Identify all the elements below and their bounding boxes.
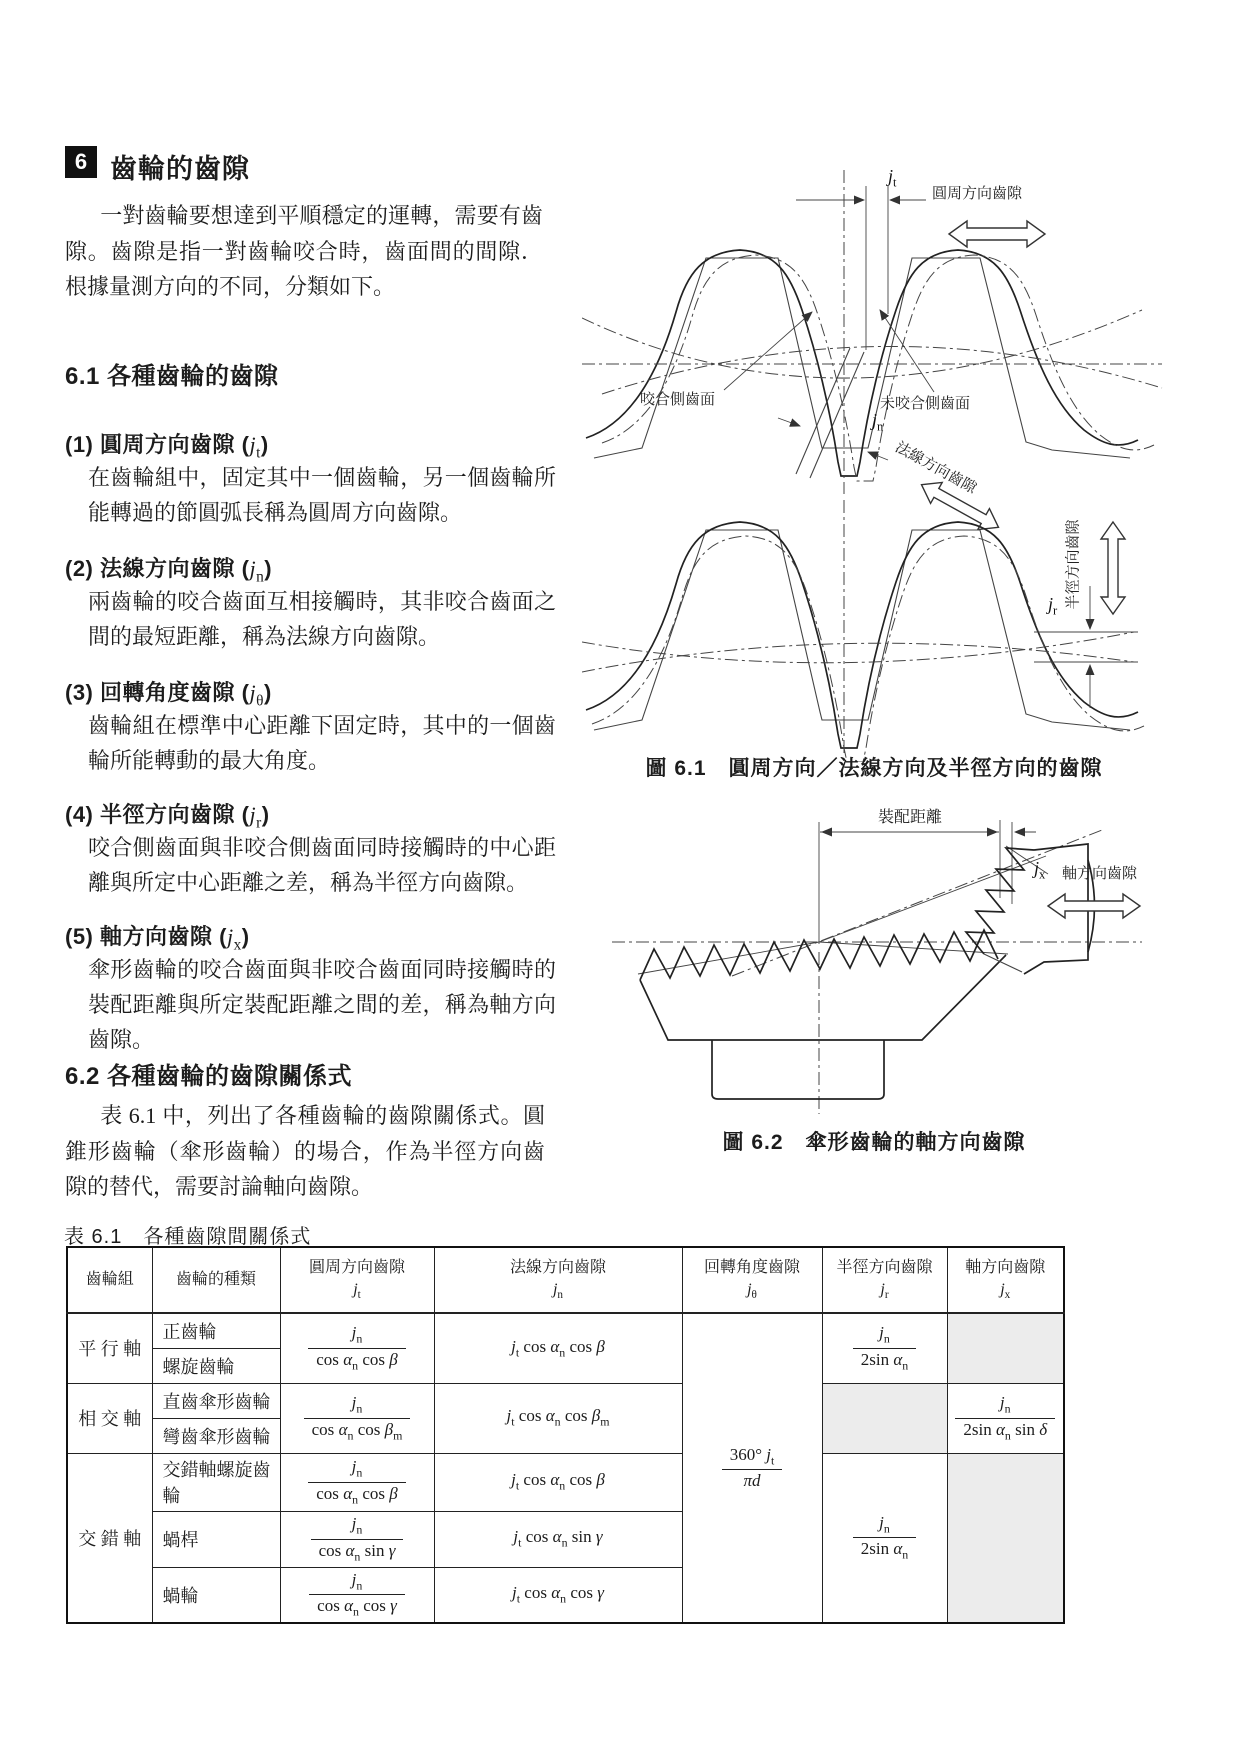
jx-symbol: $j_x$ <box>1034 858 1046 882</box>
formula-denominator: 2sin $\alpha_n$ <box>860 1539 909 1562</box>
unengaged-flank-label: 未咬合側齒面 <box>880 395 971 412</box>
type-helical-gear: 螺旋齒輪 <box>152 1348 280 1383</box>
jt-formula-intersecting <box>280 1383 434 1453</box>
group-parallel-axes: 平 行 軸 <box>67 1313 152 1383</box>
jr-symbol: $j_r$ <box>1048 594 1058 618</box>
bevel-gear-diagram <box>582 802 1166 1124</box>
jx-cell-crossed-empty <box>947 1453 1064 1623</box>
table-6-1-caption: 表 6.1 各種齒隙間關係式 <box>64 1226 312 1248</box>
jn-formula-crossed-helical: $j_t$ $\cos \alpha_n$ cos β <box>434 1453 682 1511</box>
item-2-heading: (2) 法線方向齒隙 $(j_n)$ <box>65 556 273 586</box>
col-header-jtheta-text: 回轉角度齒隙 <box>703 1259 800 1277</box>
jx-cell-parallel-empty <box>947 1313 1064 1383</box>
col-header-jt-text: 圓周方向齒隙 <box>308 1259 405 1277</box>
type-worm-wheel: 蝸輪 <box>152 1567 280 1623</box>
formula-numerator: $j_n$ <box>853 1323 916 1348</box>
formula-numerator: $j_n$ <box>308 1457 405 1482</box>
heading-6-2: 6.2 各種齒輪的齒隙關係式 <box>65 1063 353 1090</box>
jx-formula-intersecting <box>947 1383 1064 1453</box>
item-4-heading: (4) 半徑方向齒隙 $(j_r)$ <box>65 802 270 832</box>
type-spiral-bevel-gear: 彎齒傘形齒輪 <box>152 1418 280 1453</box>
type-worm: 蝸桿 <box>152 1511 280 1567</box>
axial-backlash-label: 軸方向齒隙 <box>1062 865 1138 882</box>
figure-6-2 <box>582 802 1166 1124</box>
formula-denominator: 2sin $\alpha_n$ sin δ <box>963 1419 1048 1442</box>
jtheta-formula <box>682 1313 822 1623</box>
col-header-jn <box>434 1247 682 1313</box>
jt-formula-crossed-helical <box>280 1453 434 1511</box>
item-3-body: 齒輪組在標準中心距離下固定時，其中的一個齒輪所能轉動的最大角度。 <box>88 713 556 774</box>
formula-denominator: $\cos \alpha_n$ cos β <box>316 1483 398 1506</box>
heading-6-1: 6.1 各種齒輪的齒隙 <box>65 363 279 390</box>
jn-formula-parallel: $j_t$ $\cos \alpha_n$ cos β <box>434 1313 682 1383</box>
formula-denominator: $\cos \alpha_n$ cos β <box>316 1349 398 1373</box>
col-header-gear-group: 齒輪組 <box>67 1247 152 1313</box>
jt-symbol: $j_t$ <box>888 166 897 190</box>
jr-cell-intersecting-empty <box>822 1383 947 1453</box>
formula-numerator: $j_n$ <box>853 1513 916 1538</box>
type-spur-gear: 正齒輪 <box>152 1313 280 1348</box>
col-header-jx-text: 軸方向齒隙 <box>965 1259 1046 1277</box>
col-header-jr-text: 半徑方向齒隙 <box>836 1259 933 1277</box>
formula-denominator: $\cos \alpha_n$ sin γ <box>318 1540 396 1563</box>
item-1-body: 在齒輪組中，固定其中一個齒輪，另一個齒輪所能轉過的節圓弧長稱為圓周方向齒隙。 <box>88 465 556 526</box>
formula-denominator: $\cos \alpha_n$ $\cos \beta_m$ <box>311 1419 403 1442</box>
col-header-jt <box>280 1247 434 1313</box>
col-header-jn-text: 法線方向齒隙 <box>509 1259 606 1277</box>
col-header-jtheta <box>682 1247 822 1313</box>
gear-backlash-diagram <box>582 142 1166 762</box>
col-header-gear-type: 齒輪的種類 <box>152 1247 280 1313</box>
backlash-relation-table <box>66 1246 1065 1624</box>
item-5-body: 傘形齒輪的咬合齒面與非咬合齒面同時接觸時的裝配距離與所定裝配距離之間的差，稱為軸方向齒隙。 <box>88 957 556 1053</box>
radial-backlash-label: 半徑方向齒隙 <box>1064 519 1082 610</box>
item-5-heading: (5) 軸方向齒隙 $(j_x)$ <box>65 924 250 954</box>
figure-6-1 <box>582 142 1166 762</box>
col-header-jn-symbol: $j_n$ <box>552 1280 564 1301</box>
jn-symbol: $j_n$ <box>872 410 884 434</box>
intro-paragraph: 一對齒輪要想達到平順穩定的運轉，需要有齒隙。齒隙是指一對齒輪咬合時，齒面間的間隙．根據量測方向的不同，分類如下。 <box>65 203 543 300</box>
figure-6-2-caption: 圖 6.2 傘形齒輪的軸方向齒隙 <box>722 1131 1026 1154</box>
col-header-jr <box>822 1247 947 1313</box>
normal-backlash-label: 法線方向齒隙 <box>892 438 980 498</box>
col-header-jx <box>947 1247 1064 1313</box>
formula-numerator: $j_n$ <box>308 1323 405 1348</box>
type-straight-bevel-gear: 直齒傘形齒輪 <box>152 1383 280 1418</box>
formula-denominator: πd <box>743 1471 761 1491</box>
section-title: 齒輪的齒隙 <box>110 154 250 184</box>
item-2-body: 兩齒輪的咬合齒面互相接觸時，其非咬合齒面之間的最短距離，稱為法線方向齒隙。 <box>88 589 556 650</box>
jr-formula-crossed <box>822 1453 947 1623</box>
figure-6-1-caption: 圖 6.1 圓周方向／法線方向及半徑方向的齒隙 <box>645 757 1103 780</box>
formula-numerator: $j_n$ <box>311 1514 404 1539</box>
item-3-heading: (3) 回轉角度齒隙 $(j_\theta)$ <box>65 680 272 710</box>
formula-numerator: $j_n$ <box>304 1393 411 1418</box>
item-1-heading: (1) 圓周方向齒隙 $(j_t)$ <box>65 432 269 462</box>
col-header-jt-symbol: $j_t$ <box>353 1280 361 1301</box>
jn-formula-intersecting: $j_t$ $\cos \alpha_n$ $\cos \beta_m$ <box>434 1383 682 1453</box>
item-4-body: 咬合側齒面與非咬合側齒面同時接觸時的中心距離與所定中心距離之差，稱為半徑方向齒隙。 <box>88 835 556 896</box>
jr-formula-parallel <box>822 1313 947 1383</box>
group-intersecting-axes: 相 交 軸 <box>67 1383 152 1453</box>
col-header-jtheta-symbol: $j_\theta$ <box>747 1280 757 1301</box>
jn-formula-worm: $j_t$ $\cos \alpha_n$ sin γ <box>434 1511 682 1567</box>
jt-formula-parallel <box>280 1313 434 1383</box>
circumferential-backlash-label: 圓周方向齒隙 <box>932 185 1023 202</box>
engaged-flank-label: 咬合側齒面 <box>640 391 716 408</box>
formula-numerator: $j_n$ <box>955 1393 1055 1418</box>
mounting-distance-label: 裝配距離 <box>878 809 943 826</box>
type-crossed-helical-gear: 交錯軸螺旋齒輪 <box>152 1453 280 1511</box>
formula-denominator: $\cos \alpha_n$ cos γ <box>317 1596 397 1619</box>
jt-formula-worm <box>280 1511 434 1567</box>
formula-denominator: 2sin $\alpha_n$ <box>860 1349 909 1373</box>
paragraph-6-2: 表 6.1 中，列出了各種齒輪的齒隙關係式。圓錐形齒輪（傘形齒輪）的場合，作為半徑方向齒隙的替代，需要討論軸向齒隙。 <box>65 1103 545 1200</box>
formula-numerator: $j_n$ <box>309 1570 405 1595</box>
section-number-box: 6 <box>65 146 97 178</box>
group-crossed-axes: 交 錯 軸 <box>67 1453 152 1623</box>
jt-formula-worm-wheel <box>280 1567 434 1623</box>
jn-formula-worm-wheel: $j_t$ $\cos \alpha_n$ cos γ <box>434 1567 682 1623</box>
col-header-jx-symbol: $j_x$ <box>1000 1280 1011 1301</box>
col-header-jr-symbol: $j_r$ <box>880 1280 889 1301</box>
formula-numerator: 360° $j_t$ <box>722 1445 783 1470</box>
